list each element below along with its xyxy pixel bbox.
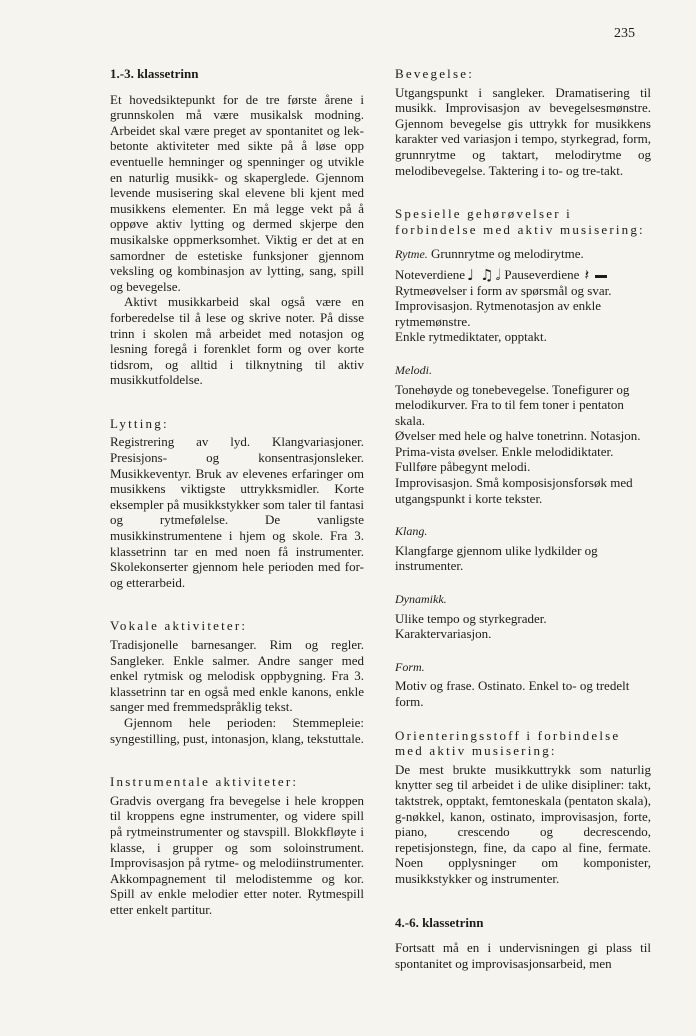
melodi-line-5: Improvisasjon. Små komposisjonsforsøk med utgangspunkt i korte tekster. (395, 475, 633, 506)
melodi-label: Melodi. (395, 362, 432, 377)
right-column (395, 66, 651, 971)
section-title-1-3: 1.-3. klassetrinn (110, 66, 199, 81)
vokale-heading: Vokale aktiviteter: (110, 618, 248, 634)
vokale-text-1: Tradisjonelle barnesanger. Rim og regler. Sangleker. Enkle salmer. Andre sanger med enkel rytmisk og melodisk oppbygning. Fra 3. klassetrinn tar en også med enkle kanons, enkle sanger med fremmedspråklig tekst. (110, 637, 364, 715)
melodi-line-4: Fullføre påbegynt melodi. (395, 459, 531, 475)
rytme-first-line: Grunnrytme og melodirytme. (431, 246, 584, 262)
dynamikk-label: Dynamikk. (395, 592, 447, 607)
beamed-eighths-icon: ♫ (480, 265, 494, 284)
page-number: 235 (614, 26, 635, 41)
lytting-text: Registrering av lyd. Klangvariasjoner. Presisjons- og konsentrasjonsleker. Musikkeventyr. Bruk av elevenes erfaringer om musikkens viktigste uttrykksmidler. Korte eksempler på musikkstykker som taler til fantasi og rytmefølelse. De vanligste musikkinstrumentene i hjem og skole. Fra 3. klassetrinn tar en med noen få instrumenter. Skolekonserter gjennom hele perioden med for- og etterarbeid. (110, 434, 364, 590)
dynamikk-line-2: Karaktervariasjon. (395, 626, 492, 642)
left-column (110, 66, 364, 918)
rytme-label: Rytme. (395, 247, 428, 262)
klang-text: Klangfarge gjennom ulike lydkilder og instrumenter. (395, 542, 598, 574)
noteverdiene-label: Noteverdiene (395, 266, 466, 282)
bevegelse-heading: Bevegelse: (395, 66, 475, 81)
form-text: Motiv og frase. Ostinato. Enkel to- og tredelt form. (395, 678, 630, 709)
section-title-4-6: 4.-6. klassetrinn (395, 914, 484, 930)
spesielle-heading: Spesielle gehørøvelser i forbindelse med aktiv musisering: (395, 206, 645, 237)
vokale-text-2: Gjennom hele perioden: Stemmepleie: syngestilling, pust, intonasjon, klang, tekstuttale. (110, 714, 364, 746)
dynamikk-line-1: Ulike tempo og styrkegrader. (395, 610, 547, 626)
rytme-line-1: Rytmeøvelser i form av spørsmål og svar. (395, 282, 612, 298)
form-label: Form. (395, 659, 425, 674)
melodi-line-1: Tonehøyde og tonebevegelse. Tonefigurer og melodikurver. Fra to til fem toner i pentaton skala. (395, 381, 630, 428)
pauseverdiene-label: Pauseverdiene (504, 266, 580, 282)
instrumentale-text: Gradvis overgang fra bevegelse i hele kroppen til kroppens egne instrumenter, og videre spill på rytmeinstrumenter og stavspill. Blokkfløyte i klasse, i grupper og som soloinstrument. Improvisasjon på rytme- og melodiinstrumenter. Akkompagnement til melodistemme og kor. Spill av enkle melodier etter noter. Rytmespill etter enkelt partitur. (110, 792, 364, 917)
orientering-heading: Orienteringsstoff i forbindelse med aktiv musisering: (395, 727, 621, 759)
half-rest-icon (595, 275, 607, 278)
intro-paragraph-1: Et hovedsiktepunkt for de tre første årene i grunnskolen må være musikalsk modning. Arbeidet skal være preget av spontanitet og lek-betonte aktiviteter med sikte på å løse opp eventuelle hemninger og spenninger og utvikle en naturlig musikk- og skaperglede. Gjennom levende musisering skal elevene bli kjent med musikkens elementer. En må legge vekt på å oppøve aktiv lytting og dermed skjerpe den musikalske oppmerksomhet. Viktig er det at en samordner de estetiske funksjoner gjennom veksling og kombinasjon av lytting, sang, spill og bevegelse. (110, 91, 364, 294)
klang-label: Klang. (395, 524, 428, 539)
quarter-note-icon: ♩ (467, 265, 475, 284)
orientering-text: De mest brukte musikkuttrykk som naturlig knytter seg til arbeidet i de ulike disipliner: takt, taktstrek, opptakt, femtoneskala (pentaton skala), g-nøkkel, kanon, ostinato, improvisasjon, forte, piano, crescendo og decrescendo, repetisjonstegn, fine, da capo al fine, fermate. Noen opplysninger om komponister, musikkstykker og instrumenter. (395, 761, 651, 886)
rytme-line-2: Improvisasjon. Rytmenotasjon av enkle rytmemønstre. (395, 298, 602, 329)
bevegelse-text: Utgangspunkt i sangleker. Dramatisering til musikk. Improvisasjon av bevegelsesmønstre. Gjennom bevegelse gis uttrykk for musikkens karakter ved variasjon i tempo, styrkegrad, form, grunnrytme og taktart, melodirytme og melodibevegelse. Taktering i to- og tre-takt. (395, 84, 651, 178)
melodi-line-3: Prima-vista øvelser. Enkle melodidiktater. (395, 443, 614, 459)
rytme-line-3: Enkle rytmediktater, opptakt. (395, 329, 547, 345)
section-4-6-text: Fortsatt må en i undervisningen gi plass til spontanitet og improvisasjonsarbeid, men (395, 940, 651, 971)
quarter-rest-icon: 𝄽 (584, 265, 590, 284)
intro-paragraph-2: Aktivt musikkarbeid skal også være en forberedelse til å lese og skrive noter. På disse trinn i skolen må arbeidet med notasjon og lesning foregå i forenklet form og over korte tidsrom, og alltid i tilknytning til aktiv musikkutfoldelse. (110, 294, 364, 388)
note-values-line (395, 267, 651, 283)
instrumentale-heading: Instrumentale aktiviteter: (110, 774, 299, 790)
melodi-line-2: Øvelser med hele og halve tonetrinn. Notasjon. (395, 428, 641, 444)
lytting-heading: Lytting: (110, 415, 169, 431)
half-note-icon: 𝅗𝅥 (495, 265, 501, 284)
